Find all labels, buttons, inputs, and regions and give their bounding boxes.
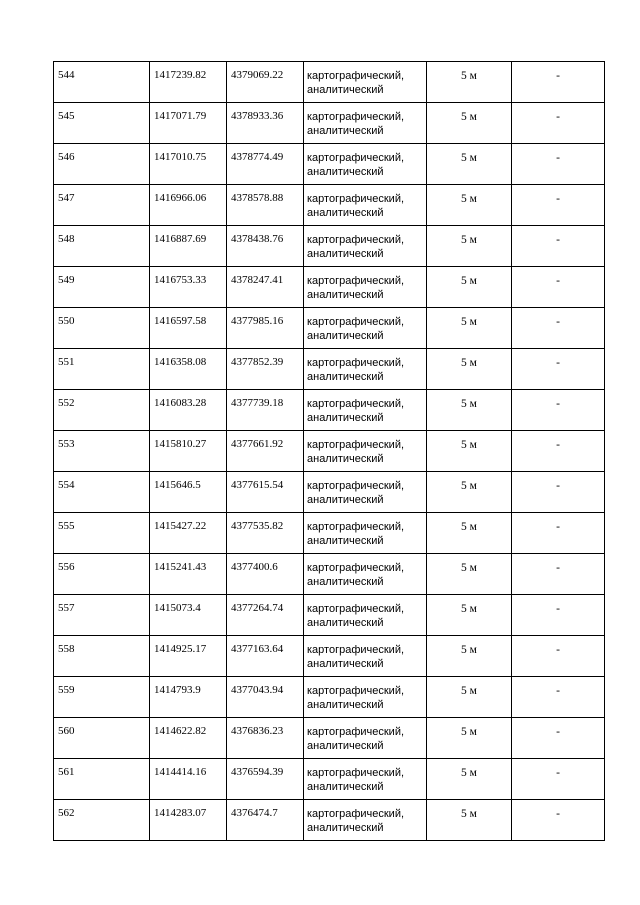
point-number-cell — [54, 308, 150, 349]
point-number-cell — [54, 554, 150, 595]
point-number: 561 — [58, 766, 75, 778]
document-page — [53, 61, 598, 841]
x-coordinate-cell — [150, 472, 227, 513]
method-line-2: аналитический — [307, 658, 384, 670]
accuracy-cell — [427, 554, 512, 595]
accuracy-cell — [427, 677, 512, 718]
method-cell — [304, 349, 427, 390]
point-number-cell — [54, 390, 150, 431]
method-text — [304, 472, 426, 507]
method-line-1: картографический, — [307, 316, 405, 328]
point-number: 554 — [58, 479, 75, 491]
method-line-2: аналитический — [307, 617, 384, 629]
extra-value: - — [556, 685, 560, 697]
y-coordinate-cell — [227, 390, 304, 431]
x-coordinate-cell — [150, 718, 227, 759]
method-line-1: картографический, — [307, 808, 405, 820]
point-number: 562 — [58, 807, 75, 819]
accuracy-cell — [427, 103, 512, 144]
y-coordinate: 4377985.16 — [231, 315, 284, 327]
point-number: 559 — [58, 684, 75, 696]
method-text — [304, 718, 426, 753]
point-number: 546 — [58, 151, 75, 163]
extra-cell — [512, 718, 605, 759]
method-cell — [304, 103, 427, 144]
method-line-2: аналитический — [307, 289, 384, 301]
y-coordinate: 4377535.82 — [231, 520, 284, 532]
accuracy-cell — [427, 431, 512, 472]
extra-value: - — [556, 644, 560, 656]
table-row — [54, 308, 605, 349]
method-line-1: картографический, — [307, 357, 405, 369]
y-coordinate-cell — [227, 595, 304, 636]
extra-cell — [512, 185, 605, 226]
method-line-1: картографический, — [307, 70, 405, 82]
method-cell — [304, 390, 427, 431]
method-line-2: аналитический — [307, 822, 384, 834]
extra-value: - — [556, 439, 560, 451]
x-coordinate: 1417239.82 — [154, 69, 207, 81]
method-text — [304, 636, 426, 671]
extra-cell — [512, 103, 605, 144]
method-text — [304, 390, 426, 425]
method-line-2: аналитический — [307, 412, 384, 424]
extra-cell — [512, 800, 605, 841]
y-coordinate: 4376474.7 — [231, 807, 278, 819]
y-coordinate-cell — [227, 144, 304, 185]
method-cell — [304, 513, 427, 554]
extra-value: - — [556, 275, 560, 287]
method-cell — [304, 636, 427, 677]
method-cell — [304, 226, 427, 267]
extra-cell — [512, 472, 605, 513]
method-text — [304, 349, 426, 384]
table-row — [54, 390, 605, 431]
accuracy-value: 5 м — [461, 193, 477, 205]
method-text — [304, 308, 426, 343]
extra-value: - — [556, 70, 560, 82]
method-line-2: аналитический — [307, 330, 384, 342]
method-text — [304, 759, 426, 794]
table-row — [54, 677, 605, 718]
point-number: 556 — [58, 561, 75, 573]
point-number: 549 — [58, 274, 75, 286]
method-line-1: картографический, — [307, 398, 405, 410]
point-number: 552 — [58, 397, 75, 409]
point-number-cell — [54, 472, 150, 513]
accuracy-value: 5 м — [461, 644, 477, 656]
accuracy-value: 5 м — [461, 767, 477, 779]
point-number: 548 — [58, 233, 75, 245]
table-row — [54, 226, 605, 267]
extra-value: - — [556, 726, 560, 738]
x-coordinate: 1416753.33 — [154, 274, 207, 286]
extra-cell — [512, 349, 605, 390]
point-number: 551 — [58, 356, 75, 368]
method-line-2: аналитический — [307, 781, 384, 793]
method-line-1: картографический, — [307, 603, 405, 615]
x-coordinate-cell — [150, 636, 227, 677]
method-line-1: картографический, — [307, 562, 405, 574]
table-row — [54, 595, 605, 636]
method-line-1: картографический, — [307, 275, 405, 287]
table-row — [54, 718, 605, 759]
y-coordinate-cell — [227, 718, 304, 759]
accuracy-value: 5 м — [461, 562, 477, 574]
y-coordinate: 4376594.39 — [231, 766, 284, 778]
method-line-2: аналитический — [307, 740, 384, 752]
method-line-2: аналитический — [307, 248, 384, 260]
method-cell — [304, 62, 427, 103]
accuracy-cell — [427, 800, 512, 841]
method-cell — [304, 431, 427, 472]
method-text — [304, 431, 426, 466]
table-row — [54, 349, 605, 390]
extra-value: - — [556, 111, 560, 123]
x-coordinate: 1415646.5 — [154, 479, 201, 491]
method-cell — [304, 472, 427, 513]
x-coordinate-cell — [150, 185, 227, 226]
accuracy-value: 5 м — [461, 111, 477, 123]
x-coordinate: 1416887.69 — [154, 233, 207, 245]
point-number-cell — [54, 595, 150, 636]
point-number-cell — [54, 144, 150, 185]
accuracy-cell — [427, 185, 512, 226]
y-coordinate: 4378933.36 — [231, 110, 284, 122]
accuracy-value: 5 м — [461, 439, 477, 451]
y-coordinate: 4377615.54 — [231, 479, 284, 491]
accuracy-cell — [427, 513, 512, 554]
x-coordinate: 1416358.08 — [154, 356, 207, 368]
y-coordinate-cell — [227, 554, 304, 595]
method-line-1: картографический, — [307, 152, 405, 164]
extra-value: - — [556, 521, 560, 533]
accuracy-value: 5 м — [461, 357, 477, 369]
y-coordinate: 4378578.88 — [231, 192, 284, 204]
x-coordinate-cell — [150, 677, 227, 718]
accuracy-value: 5 м — [461, 316, 477, 328]
x-coordinate: 1414925.17 — [154, 643, 207, 655]
x-coordinate-cell — [150, 267, 227, 308]
x-coordinate: 1414414.16 — [154, 766, 207, 778]
accuracy-value: 5 м — [461, 152, 477, 164]
extra-cell — [512, 144, 605, 185]
point-number: 550 — [58, 315, 75, 327]
point-number-cell — [54, 349, 150, 390]
y-coordinate: 4376836.23 — [231, 725, 284, 737]
method-text — [304, 267, 426, 302]
method-line-1: картографический, — [307, 521, 405, 533]
method-text — [304, 513, 426, 548]
extra-cell — [512, 554, 605, 595]
point-number: 558 — [58, 643, 75, 655]
accuracy-cell — [427, 595, 512, 636]
y-coordinate: 4378438.76 — [231, 233, 284, 245]
accuracy-cell — [427, 349, 512, 390]
accuracy-value: 5 м — [461, 480, 477, 492]
method-line-1: картографический, — [307, 480, 405, 492]
extra-cell — [512, 62, 605, 103]
accuracy-value: 5 м — [461, 398, 477, 410]
method-line-1: картографический, — [307, 111, 405, 123]
point-number-cell — [54, 677, 150, 718]
x-coordinate-cell — [150, 800, 227, 841]
point-number: 555 — [58, 520, 75, 532]
extra-cell — [512, 226, 605, 267]
x-coordinate-cell — [150, 390, 227, 431]
method-line-1: картографический, — [307, 644, 405, 656]
method-line-2: аналитический — [307, 207, 384, 219]
table-row — [54, 267, 605, 308]
x-coordinate-cell — [150, 513, 227, 554]
y-coordinate-cell — [227, 267, 304, 308]
method-cell — [304, 185, 427, 226]
y-coordinate: 4377739.18 — [231, 397, 284, 409]
method-line-2: аналитический — [307, 576, 384, 588]
point-number: 545 — [58, 110, 75, 122]
x-coordinate: 1415241.43 — [154, 561, 207, 573]
point-number-cell — [54, 267, 150, 308]
method-text — [304, 677, 426, 712]
extra-value: - — [556, 234, 560, 246]
x-coordinate: 1414793.9 — [154, 684, 201, 696]
accuracy-cell — [427, 718, 512, 759]
method-line-1: картографический, — [307, 767, 405, 779]
x-coordinate-cell — [150, 554, 227, 595]
accuracy-value: 5 м — [461, 808, 477, 820]
x-coordinate: 1415073.4 — [154, 602, 201, 614]
accuracy-cell — [427, 144, 512, 185]
extra-cell — [512, 308, 605, 349]
x-coordinate-cell — [150, 226, 227, 267]
extra-value: - — [556, 767, 560, 779]
accuracy-cell — [427, 226, 512, 267]
y-coordinate-cell — [227, 308, 304, 349]
y-coordinate-cell — [227, 185, 304, 226]
table-row — [54, 103, 605, 144]
x-coordinate-cell — [150, 308, 227, 349]
table-row — [54, 185, 605, 226]
method-text — [304, 554, 426, 589]
point-number: 547 — [58, 192, 75, 204]
point-number-cell — [54, 636, 150, 677]
extra-value: - — [556, 603, 560, 615]
x-coordinate-cell — [150, 595, 227, 636]
y-coordinate: 4377852.39 — [231, 356, 284, 368]
x-coordinate: 1417010.75 — [154, 151, 207, 163]
point-number-cell — [54, 431, 150, 472]
table-row — [54, 759, 605, 800]
table-row — [54, 636, 605, 677]
x-coordinate: 1415427.22 — [154, 520, 207, 532]
point-number: 557 — [58, 602, 75, 614]
extra-value: - — [556, 357, 560, 369]
method-cell — [304, 308, 427, 349]
method-line-2: аналитический — [307, 494, 384, 506]
y-coordinate-cell — [227, 636, 304, 677]
extra-value: - — [556, 398, 560, 410]
method-line-1: картографический, — [307, 685, 405, 697]
method-line-2: аналитический — [307, 371, 384, 383]
accuracy-value: 5 м — [461, 234, 477, 246]
extra-cell — [512, 595, 605, 636]
accuracy-value: 5 м — [461, 521, 477, 533]
accuracy-cell — [427, 759, 512, 800]
accuracy-value: 5 м — [461, 603, 477, 615]
accuracy-value: 5 м — [461, 70, 477, 82]
extra-cell — [512, 636, 605, 677]
y-coordinate: 4379069.22 — [231, 69, 284, 81]
y-coordinate: 4377264.74 — [231, 602, 284, 614]
extra-value: - — [556, 152, 560, 164]
x-coordinate: 1414622.82 — [154, 725, 207, 737]
point-number-cell — [54, 759, 150, 800]
accuracy-cell — [427, 62, 512, 103]
x-coordinate-cell — [150, 144, 227, 185]
accuracy-value: 5 м — [461, 275, 477, 287]
point-number-cell — [54, 226, 150, 267]
point-number-cell — [54, 513, 150, 554]
extra-cell — [512, 267, 605, 308]
y-coordinate-cell — [227, 677, 304, 718]
table-row — [54, 800, 605, 841]
extra-cell — [512, 677, 605, 718]
extra-value: - — [556, 808, 560, 820]
extra-value: - — [556, 316, 560, 328]
x-coordinate: 1416966.06 — [154, 192, 207, 204]
y-coordinate-cell — [227, 226, 304, 267]
y-coordinate-cell — [227, 62, 304, 103]
method-line-1: картографический, — [307, 439, 405, 451]
y-coordinate: 4377661.92 — [231, 438, 284, 450]
y-coordinate-cell — [227, 759, 304, 800]
point-number-cell — [54, 62, 150, 103]
extra-cell — [512, 431, 605, 472]
x-coordinate-cell — [150, 759, 227, 800]
method-text — [304, 103, 426, 138]
table-row — [54, 472, 605, 513]
y-coordinate-cell — [227, 103, 304, 144]
method-line-2: аналитический — [307, 84, 384, 96]
y-coordinate: 4377400.6 — [231, 561, 278, 573]
method-line-2: аналитический — [307, 453, 384, 465]
point-number-cell — [54, 718, 150, 759]
method-line-2: аналитический — [307, 125, 384, 137]
method-line-1: картографический, — [307, 726, 405, 738]
accuracy-cell — [427, 267, 512, 308]
method-line-1: картографический, — [307, 234, 405, 246]
y-coordinate: 4378247.41 — [231, 274, 284, 286]
y-coordinate-cell — [227, 349, 304, 390]
coordinates-table-body — [54, 62, 605, 841]
extra-cell — [512, 513, 605, 554]
extra-cell — [512, 390, 605, 431]
point-number-cell — [54, 103, 150, 144]
method-text — [304, 800, 426, 835]
coordinates-table — [53, 61, 605, 841]
x-coordinate: 1416083.28 — [154, 397, 207, 409]
extra-cell — [512, 759, 605, 800]
method-cell — [304, 144, 427, 185]
point-number: 560 — [58, 725, 75, 737]
accuracy-value: 5 м — [461, 726, 477, 738]
method-text — [304, 144, 426, 179]
point-number: 553 — [58, 438, 75, 450]
x-coordinate: 1416597.58 — [154, 315, 207, 327]
table-row — [54, 554, 605, 595]
x-coordinate-cell — [150, 103, 227, 144]
x-coordinate-cell — [150, 349, 227, 390]
method-text — [304, 185, 426, 220]
y-coordinate: 4378774.49 — [231, 151, 284, 163]
table-row — [54, 431, 605, 472]
y-coordinate-cell — [227, 513, 304, 554]
method-cell — [304, 718, 427, 759]
x-coordinate-cell — [150, 62, 227, 103]
method-cell — [304, 800, 427, 841]
method-cell — [304, 554, 427, 595]
table-row — [54, 513, 605, 554]
table-row — [54, 62, 605, 103]
method-line-1: картографический, — [307, 193, 405, 205]
y-coordinate-cell — [227, 472, 304, 513]
accuracy-cell — [427, 308, 512, 349]
point-number-cell — [54, 800, 150, 841]
y-coordinate: 4377163.64 — [231, 643, 284, 655]
y-coordinate-cell — [227, 800, 304, 841]
method-cell — [304, 595, 427, 636]
method-cell — [304, 759, 427, 800]
accuracy-cell — [427, 390, 512, 431]
point-number-cell — [54, 185, 150, 226]
method-text — [304, 226, 426, 261]
accuracy-cell — [427, 472, 512, 513]
accuracy-value: 5 м — [461, 685, 477, 697]
accuracy-cell — [427, 636, 512, 677]
method-cell — [304, 267, 427, 308]
method-line-2: аналитический — [307, 535, 384, 547]
x-coordinate: 1415810.27 — [154, 438, 207, 450]
point-number: 544 — [58, 69, 75, 81]
method-cell — [304, 677, 427, 718]
x-coordinate: 1414283.07 — [154, 807, 207, 819]
method-line-2: аналитический — [307, 699, 384, 711]
extra-value: - — [556, 480, 560, 492]
extra-value: - — [556, 562, 560, 574]
method-line-2: аналитический — [307, 166, 384, 178]
table-row — [54, 144, 605, 185]
extra-value: - — [556, 193, 560, 205]
x-coordinate: 1417071.79 — [154, 110, 207, 122]
x-coordinate-cell — [150, 431, 227, 472]
y-coordinate-cell — [227, 431, 304, 472]
method-text — [304, 595, 426, 630]
y-coordinate: 4377043.94 — [231, 684, 284, 696]
method-text — [304, 62, 426, 97]
